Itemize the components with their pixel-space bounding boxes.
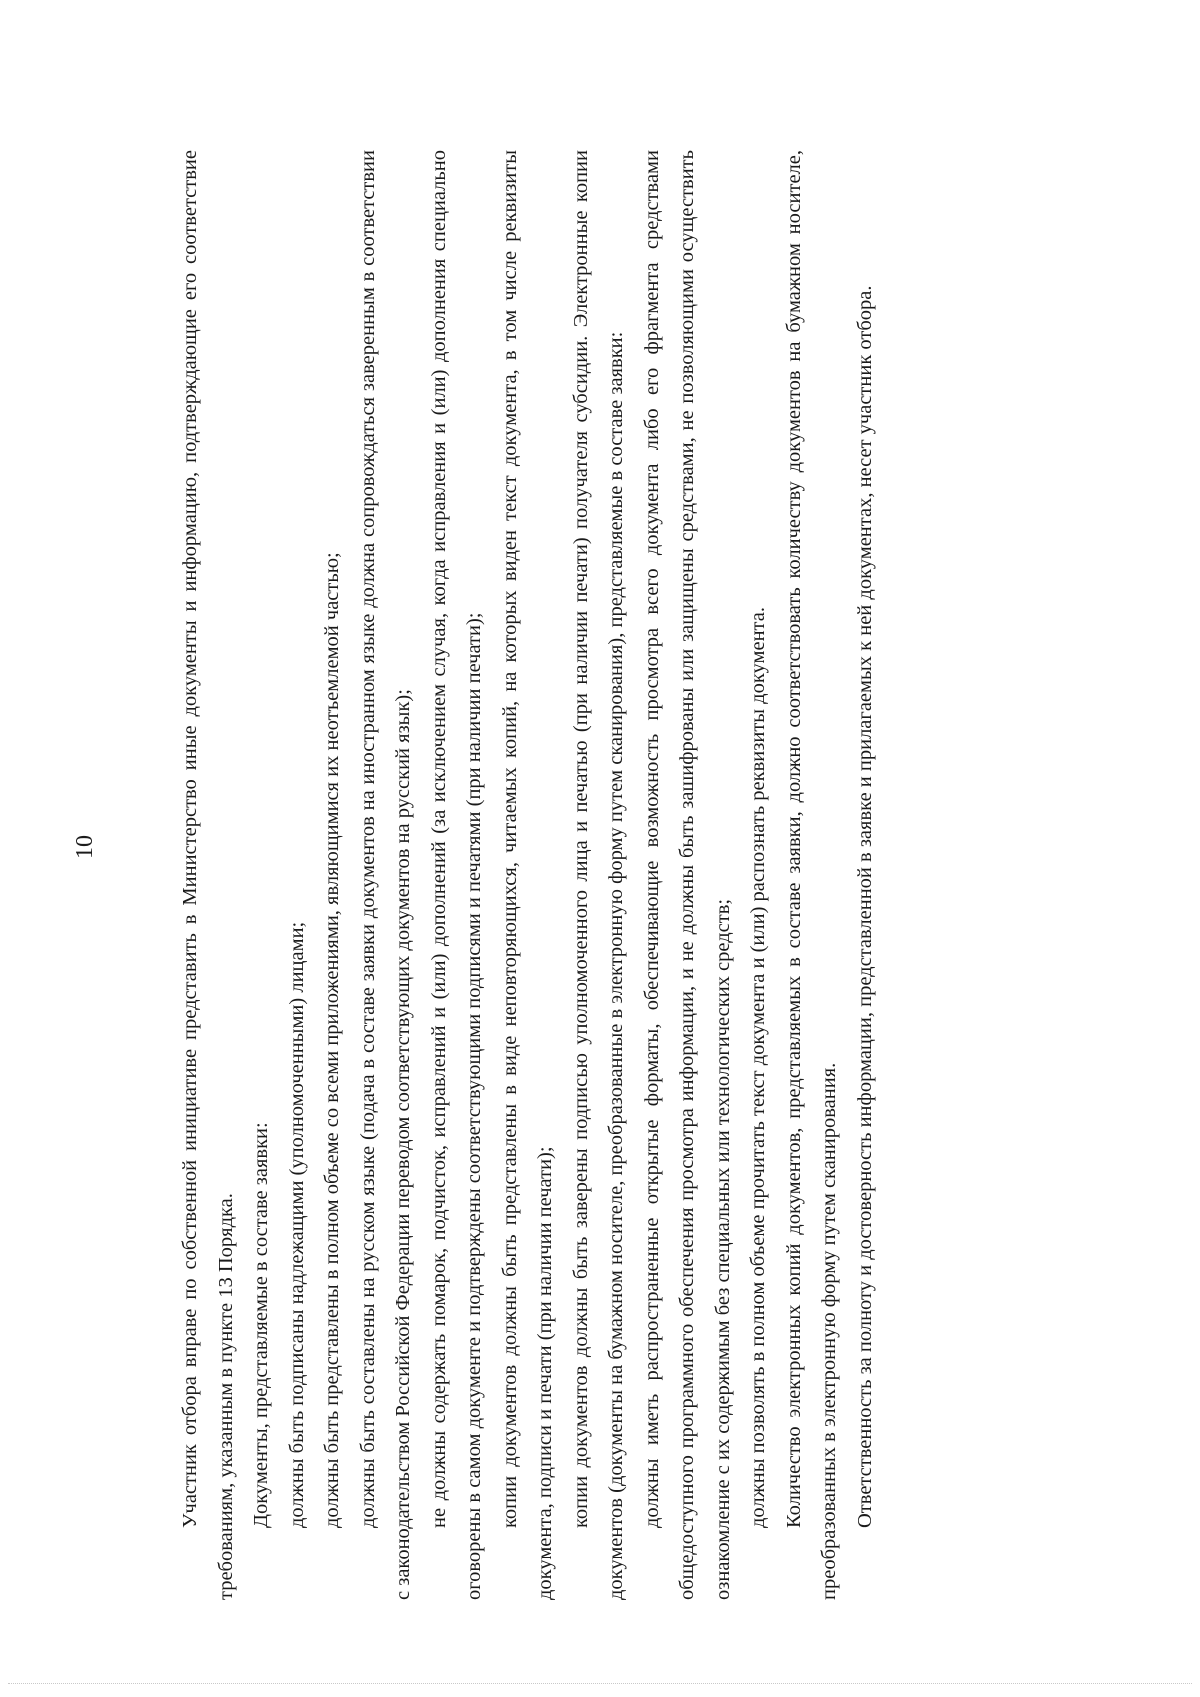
paragraph: должны быть представлены в полном объеме со всеми приложениями, являющимися их неотъемлемой частью; (321, 552, 343, 1528)
paragraph: Участник отбора вправе по собственной инициативе представить в Министерство иные документы и информацию, подтверждающие его соответствие требованиям, указанным в пункте 13 Порядка. (179, 150, 237, 1600)
paragraph: Ответственность за полноту и достоверность информации, представленной в заявке и прилагаемых к ней документах, несет участник отбора. (853, 285, 876, 1528)
scan-edge-line (8, 1683, 1192, 1684)
paragraph: должны быть составлены на русском языке (подача в составе заявки документов на иностранном языке должна сопровождаться заверенным в соответствии с законодательством Российской Федерации переводом соответствующих документов на русский язык); (356, 150, 414, 1600)
paragraph: копии документов должны быть представлены в виде неповторяющихся, читаемых копий, на которых виден текст документа, в том числе реквизиты документа, подписи и печати (при наличии печати); (498, 150, 556, 1600)
paragraph: должны иметь распространенные открытые форматы, обеспечивающие возможность просмотра всего документа либо его фрагмента средствами общедоступного программного обеспечения просмотра информации, и не должны быть зашифрованы или защищены средствами, не позволяющими осуществить ознакомление с их содержимым без специальных или технологических средств; (640, 150, 734, 1600)
paragraph: Документы, представляемые в составе заявки: (250, 1122, 272, 1528)
page-number: 10 (72, 835, 98, 859)
paragraph: должны быть подписаны надлежащими (уполномоченными) лицами; (285, 921, 308, 1528)
paragraph: должны позволять в полном объеме прочитать текст документа и (или) распознать реквизиты документа. (747, 607, 769, 1528)
document-body (173, 150, 883, 1600)
paragraph: Количество электронных копий документов, представляемых в составе заявки, должно соответствовать количеству документов на бумажном носителе, преобразованных в электронную форму путем сканирования. (782, 150, 840, 1600)
paragraph: не должны содержать помарок, подчисток, исправлений и (или) дополнений (за исключением случая, когда исправления и (или) дополнения специально оговорены в самом документе и подтверждены соответствующими подписями и печатями (при наличии печати); (427, 150, 485, 1600)
paragraph: копии документов должны быть заверены подписью уполномоченного лица и печатью (при наличии печати) получателя субсидии. Электронные копии документов (документы на бумажном носителе, преобразованные в электронную форму путем сканирования), представляемые в составе заявки: (569, 150, 627, 1600)
